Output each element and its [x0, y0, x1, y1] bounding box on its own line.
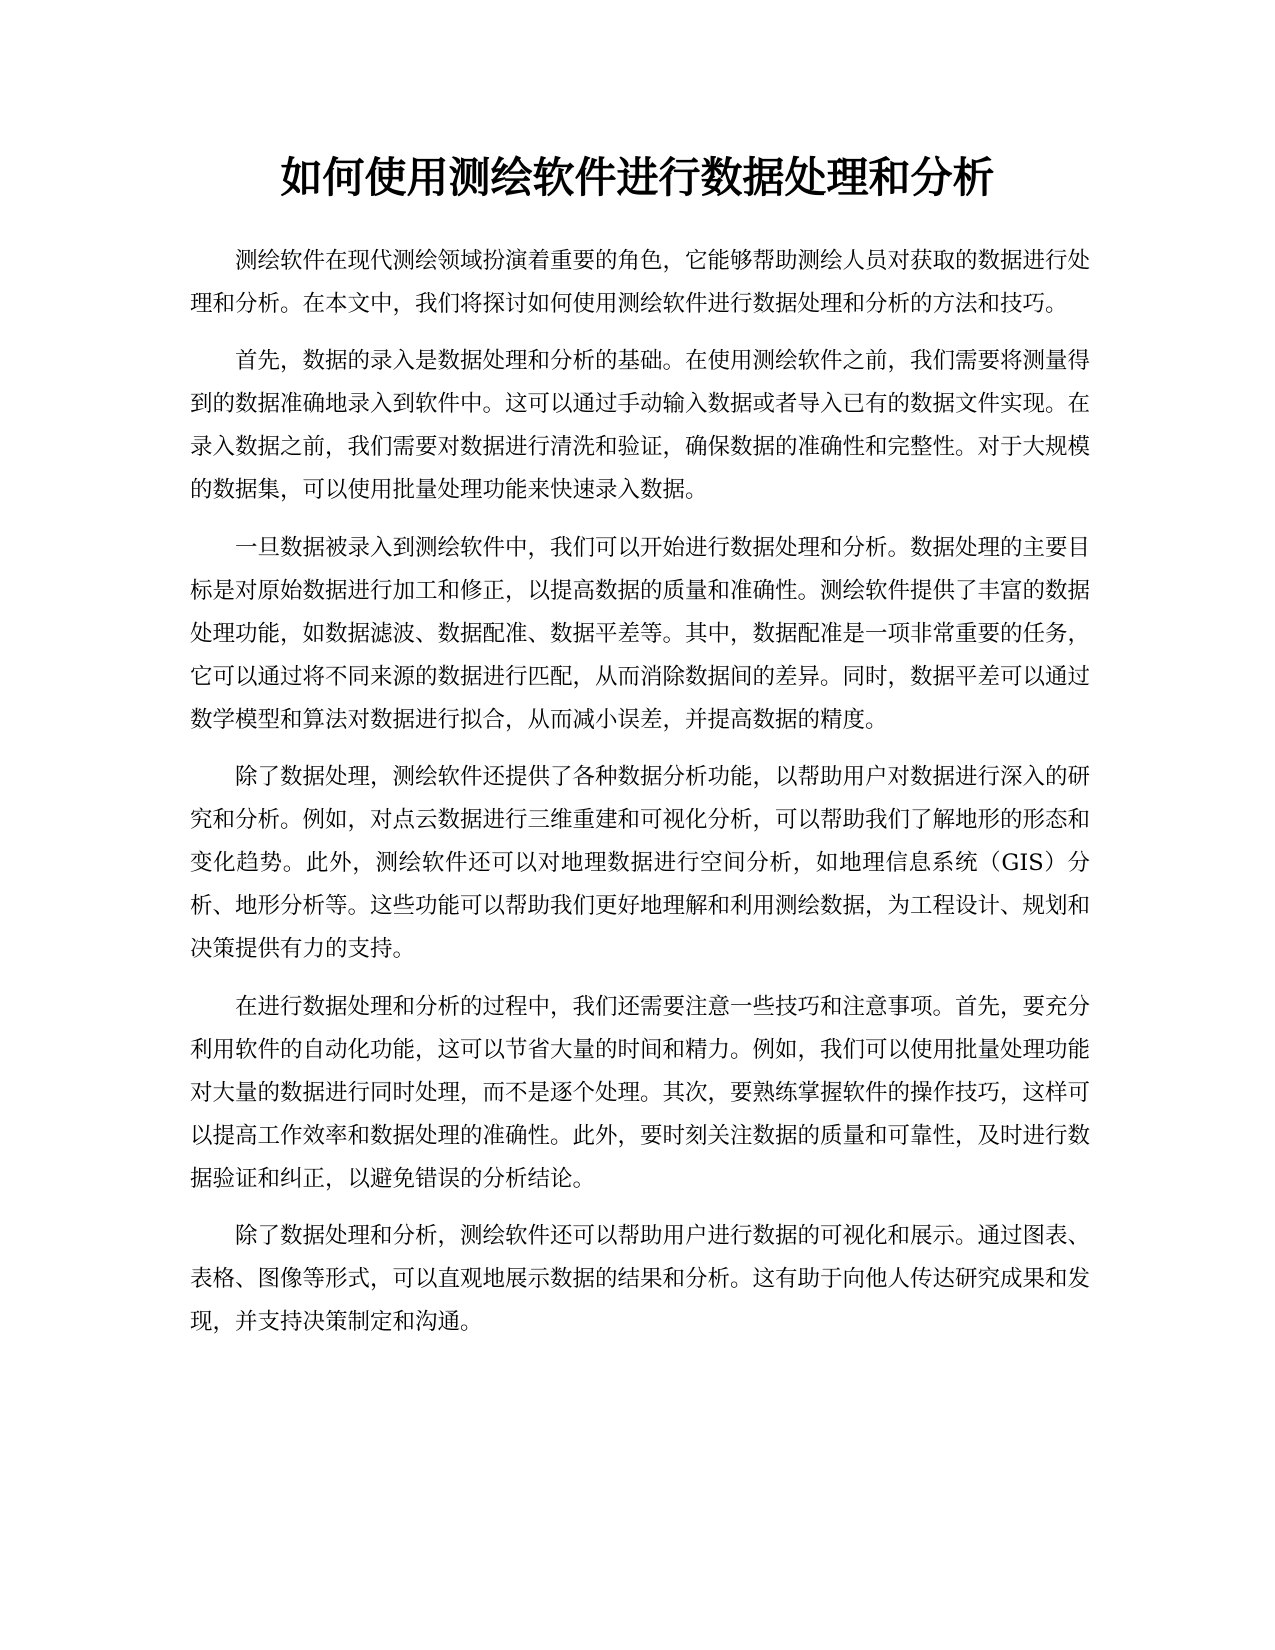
paragraph-2: 首先，数据的录入是数据处理和分析的基础。在使用测绘软件之前，我们需要将测量得到的数据准确地录入到软件中。这可以通过手动输入数据或者导入已有的数据文件实现。在录入数据之前，我们需要对数据进行清洗和验证，确保数据的准确性和完整性。对于大规模的数据集，可以使用批量处理功能来快速录入数据。 — [190, 348, 1091, 504]
document-body — [190, 240, 1090, 1358]
paragraph-5: 在进行数据处理和分析的过程中，我们还需要注意一些技巧和注意事项。首先，要充分利用软件的自动化功能，这可以节省大量的时间和精力。例如，我们可以使用批量处理功能对大量的数据进行同时处理，而不是逐个处理。其次，要熟练掌握软件的操作技巧，这样可以提高工作效率和数据处理的准确性。此外，要时刻关注数据的质量和可靠性，及时进行数据验证和纠正，以避免错误的分析结论。 — [190, 993, 1091, 1192]
paragraph-3: 一旦数据被录入到测绘软件中，我们可以开始进行数据处理和分析。数据处理的主要目标是对原始数据进行加工和修正，以提高数据的质量和准确性。测绘软件提供了丰富的数据处理功能，如数据滤波、数据配准、数据平差等。其中，数据配准是一项非常重要的任务，它可以通过将不同来源的数据进行匹配，从而消除数据间的差异。同时，数据平差可以通过数学模型和算法对数据进行拟合，从而减小误差，并提高数据的精度。 — [190, 534, 1091, 733]
paragraph-4: 除了数据处理，测绘软件还提供了各种数据分析功能，以帮助用户对数据进行深入的研究和分析。例如，对点云数据进行三维重建和可视化分析，可以帮助我们了解地形的形态和变化趋势。此外，测绘软件还可以对地理数据进行空间分析，如地理信息系统（GIS）分析、地形分析等。这些功能可以帮助我们更好地理解和利用测绘数据，为工程设计、规划和决策提供有力的支持。 — [190, 764, 1091, 963]
document-title: 如何使用测绘软件进行数据处理和分析 — [280, 153, 995, 202]
paragraph-6: 除了数据处理和分析，测绘软件还可以帮助用户进行数据的可视化和展示。通过图表、表格、图像等形式，可以直观地展示数据的结果和分析。这有助于向他人传达研究成果和发现，并支持决策制定和沟通。 — [190, 1222, 1091, 1336]
paragraph-1: 测绘软件在现代测绘领域扮演着重要的角色，它能够帮助测绘人员对获取的数据进行处理和分析。在本文中，我们将探讨如何使用测绘软件进行数据处理和分析的方法和技巧。 — [190, 248, 1091, 318]
